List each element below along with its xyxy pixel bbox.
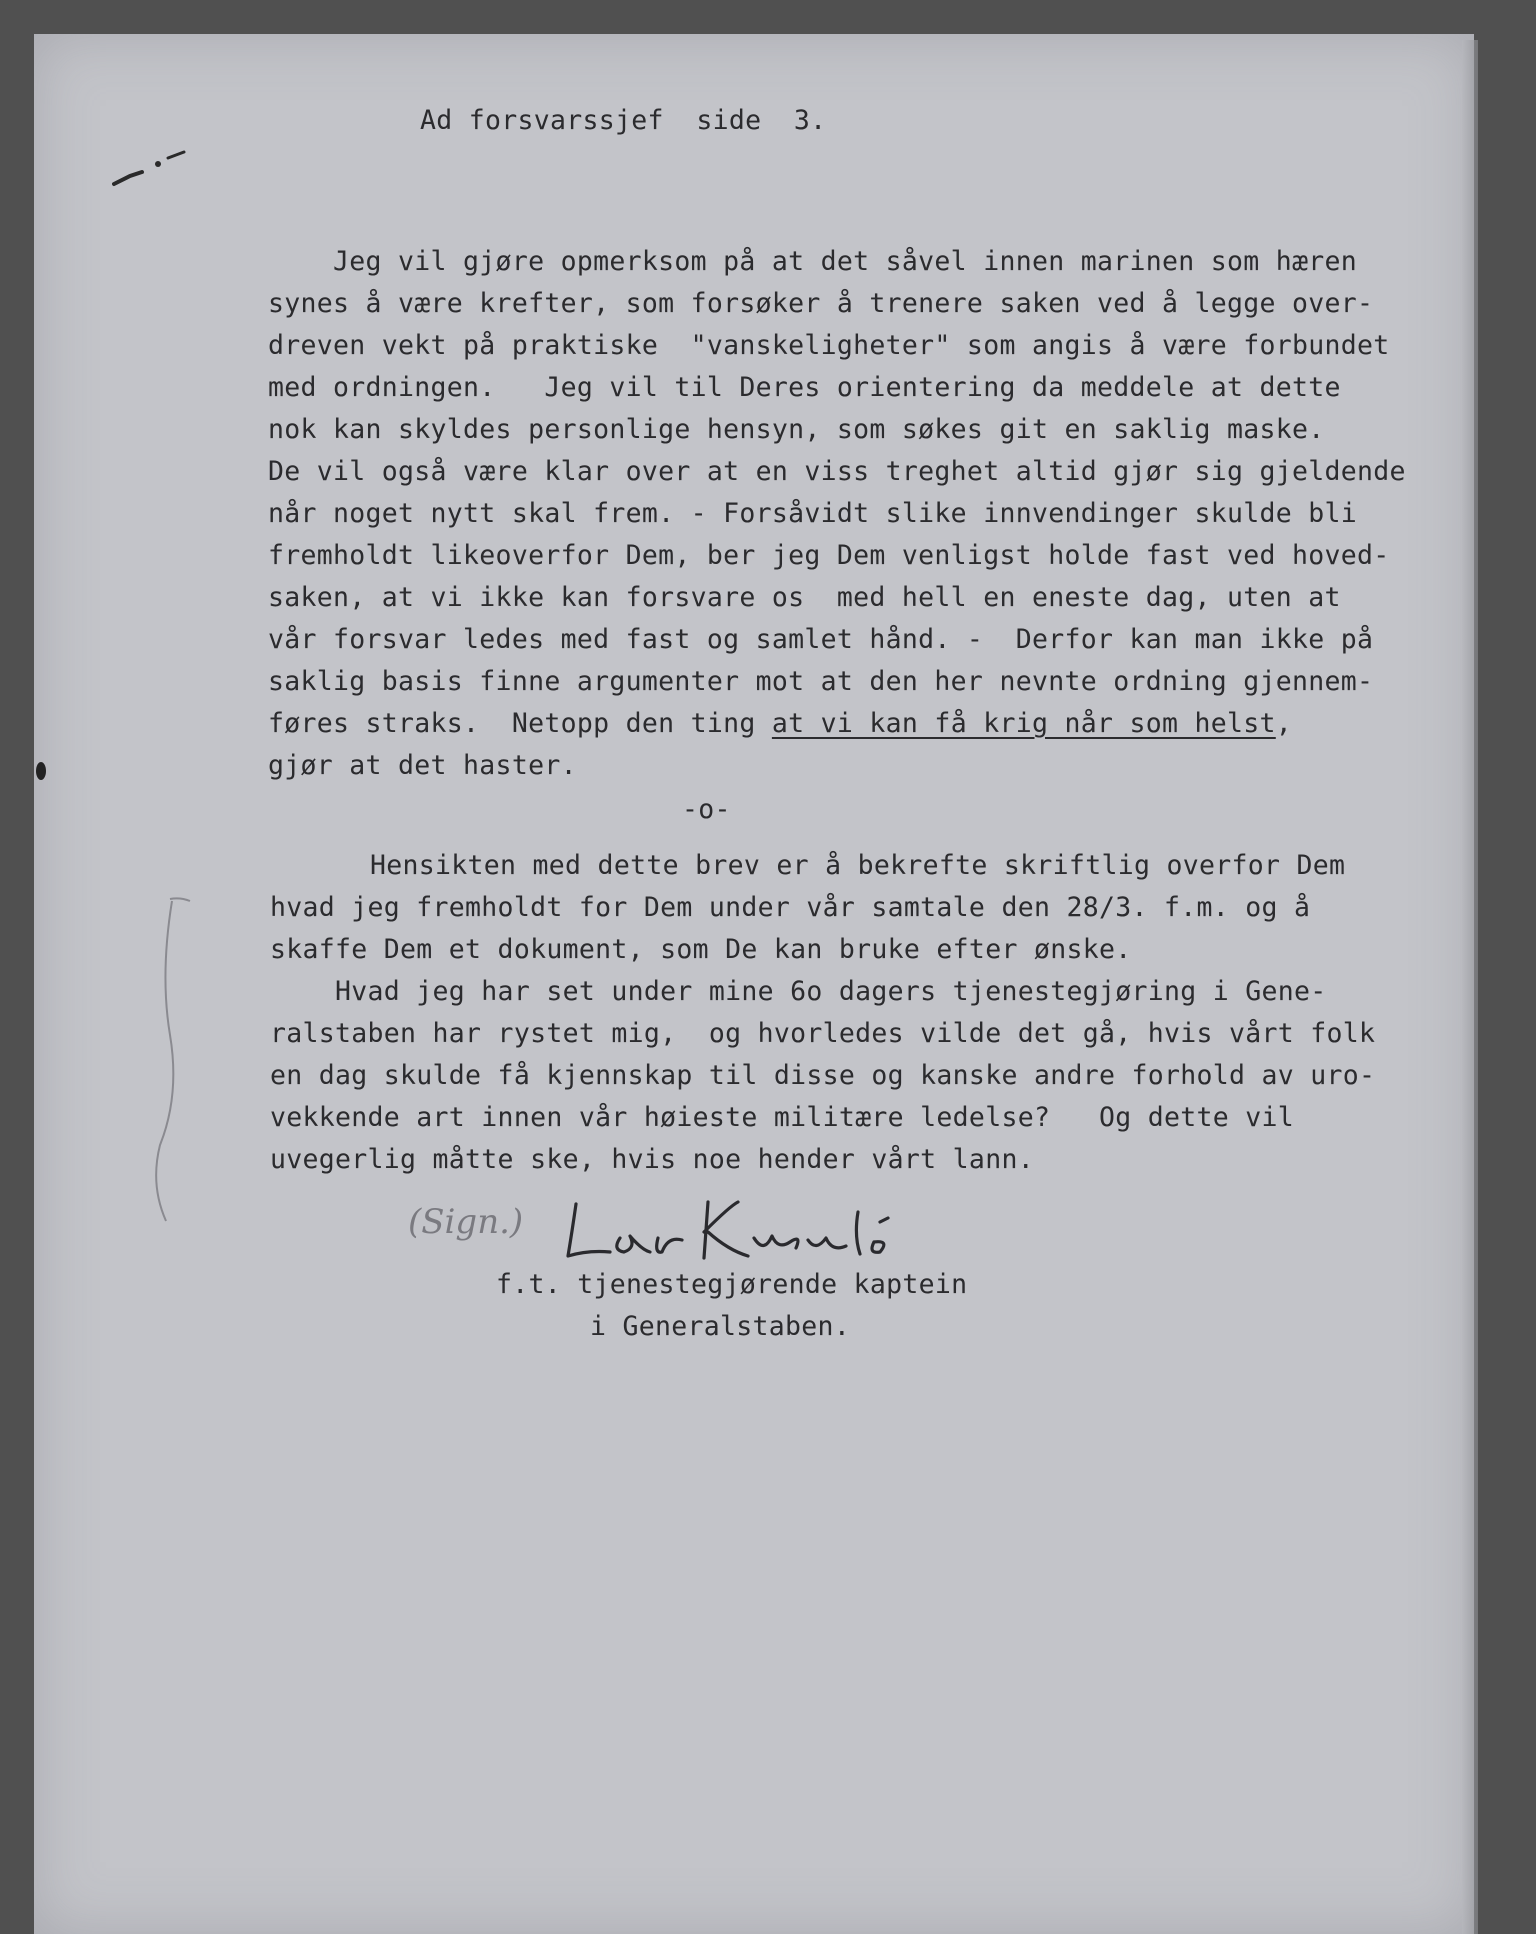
signoff-title: f.t. tjenestegjørende kaptein [496,1269,968,1300]
body-line: Hensikten med dette brev er å bekrefte skriftlig overfor Dem [370,850,1346,881]
body-line: saklig basis finne argumenter mot at den her nevnte ordning gjennem- [268,666,1374,697]
body-line: Hvad jeg har set under mine 6o dagers tjenestegjøring i Gene- [270,976,1327,1007]
body-line: dreven vekt på praktiske "vanskeligheter" som angis å være forbundet [268,330,1390,361]
body-line: synes å være krefter, som forsøker å trenere saken ved å legge over- [268,288,1374,319]
paper-torn-edge [1462,40,1478,1934]
body-line: nok kan skyldes personlige hensyn, som søkes git en saklig maske. [268,414,1325,445]
body-line: De vil også være klar over at en viss treghet altid gjør sig gjeldende [268,456,1406,487]
body-line: ralstaben har rystet mig, og hvorledes vilde det gå, hvis vårt folk [270,1018,1376,1049]
body-text: føres straks. Netopp den ting [268,708,772,739]
body-line: fremholdt likeoverfor Dem, ber jeg Dem venligst holde fast ved hoved- [268,540,1390,571]
signature-block [408,1192,968,1282]
signature-prefix: (Sign.) [408,1202,524,1242]
body-line: saken, at vi ikke kan forsvare os med hell en eneste dag, uten at [268,582,1341,613]
section-separator: -o- [682,794,731,825]
body-line: vår forsvar ledes med fast og samlet hånd. - Derfor kan man ikke på [268,624,1374,655]
pencil-margin-mark [140,895,210,1225]
body-line: med ordningen. Jeg vil til Deres orientering da meddele at dette [268,372,1341,403]
handwritten-signature [558,1192,958,1282]
page-header: Ad forsvarssjef side 3. [420,105,827,136]
underlined-phrase: at vi kan få krig når som helst [771,708,1276,739]
body-line: hvad jeg fremholdt for Dem under vår samtale den 28/3. f.m. og å [270,892,1311,923]
body-line: vekkende art innen vår høieste militære ledelse? Og dette vil [270,1102,1295,1133]
body-line: gjør at det haster. [268,750,577,781]
signoff-unit: i Generalstaben. [590,1311,851,1342]
punctuation: , [1275,708,1293,739]
body-line: uvegerlig måtte ske, hvis noe hender vårt lann. [270,1144,1034,1175]
body-line-with-underline [268,708,1293,739]
body-line: skaffe Dem et dokument, som De kan bruke efter ønske. [270,934,1132,965]
body-line: en dag skulde få kjennskap til disse og kanske andre forhold av uro- [270,1060,1376,1091]
body-line: når noget nytt skal frem. - Forsåvidt slike innvendinger skulde bli [268,498,1358,529]
ink-smudge-mark [112,150,192,190]
body-line: Jeg vil gjøre opmerksom på at det såvel innen marinen som hæren [268,246,1358,277]
binder-hole-mark [36,762,46,780]
